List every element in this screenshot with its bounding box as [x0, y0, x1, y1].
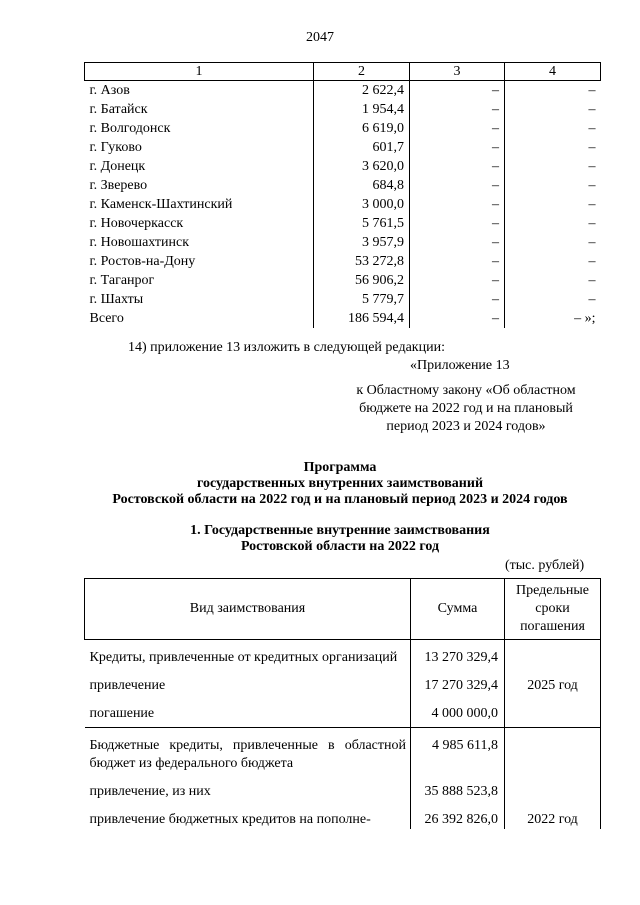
city-name: Всего	[89, 311, 124, 326]
page-number: 2047	[306, 30, 334, 45]
appendix-line: период 2023 и 2024 годов»	[386, 419, 546, 434]
col3-cell: –	[410, 157, 505, 176]
table-row	[85, 100, 601, 119]
table-row	[85, 176, 601, 195]
table-row	[85, 667, 601, 695]
appendix-title: «Приложение 13	[410, 358, 510, 373]
amount-cell: 186 594,4	[314, 309, 410, 328]
section-title	[60, 523, 620, 555]
amount-cell: 2 622,4	[314, 81, 410, 101]
term-cell: 2022 год	[505, 801, 601, 829]
amount-cell: 13 270 329,4	[411, 640, 505, 668]
col3-cell: –	[410, 100, 505, 119]
city-name: г. Каменск-Шахтинский	[89, 197, 233, 212]
appendix-line: к Областному закону «Об областном	[356, 383, 576, 398]
amount-cell: 56 906,2	[314, 271, 410, 290]
amendment-paragraph: 14) приложение 13 изложить в следующей редакции:	[128, 340, 445, 355]
col4-cell: –	[505, 252, 601, 271]
amount-cell: 1 954,4	[314, 100, 410, 119]
table-row	[85, 695, 601, 728]
city-name: г. Ростов-на-Дону	[89, 254, 196, 269]
borrowing-type: Бюджетные кредиты, привлеченные в областной бюджет из федерального бюджета	[85, 728, 411, 774]
col3-cell: –	[410, 81, 505, 101]
borrowing-type: Кредиты, привлеченные от кредитных организаций	[85, 640, 411, 668]
table-row	[85, 773, 601, 801]
table-row	[85, 801, 601, 829]
term-cell	[505, 773, 601, 801]
col4-cell: –	[505, 81, 601, 101]
city-name: г. Шахты	[89, 292, 144, 307]
appendix-subtitle	[332, 382, 600, 436]
section-title-line: 1. Государственные внутренние заимствования	[190, 523, 490, 538]
borrowing-type: привлечение бюджетных кредитов на пополне-	[89, 812, 371, 827]
city-name: г. Азов	[89, 83, 130, 98]
col4-cell: – »;	[505, 309, 601, 328]
table-row	[85, 309, 601, 328]
table-row	[85, 728, 601, 774]
amount-cell: 26 392 826,0	[411, 801, 505, 829]
col4-cell: –	[505, 119, 601, 138]
amount-cell: 4 985 611,8	[411, 728, 505, 774]
column-header-kind: Вид заимствования	[85, 579, 411, 640]
amount-cell: 17 270 329,4	[411, 667, 505, 695]
amount-cell: 3 957,9	[314, 233, 410, 252]
col3-cell: –	[410, 271, 505, 290]
column-header: 3	[410, 63, 505, 81]
col3-cell: –	[410, 252, 505, 271]
col3-cell: –	[410, 119, 505, 138]
col4-cell: –	[505, 100, 601, 119]
program-title-line: государственных внутренних заимствований	[196, 476, 484, 491]
city-name: г. Новочеркасск	[89, 216, 184, 231]
table-row	[85, 214, 601, 233]
col3-cell: –	[410, 138, 505, 157]
amount-cell: 684,8	[314, 176, 410, 195]
amount-cell: 601,7	[314, 138, 410, 157]
col4-cell: –	[505, 271, 601, 290]
column-header-term: Предельные сроки погашения	[505, 579, 601, 640]
borrowings-table	[84, 578, 601, 829]
column-header: 2	[314, 63, 410, 81]
col3-cell: –	[410, 176, 505, 195]
city-name: г. Волгодонск	[89, 121, 171, 136]
city-name: г. Гуково	[89, 140, 142, 155]
col3-cell: –	[410, 214, 505, 233]
table-row	[85, 252, 601, 271]
city-name: г. Донецк	[89, 159, 146, 174]
table-row	[85, 81, 601, 101]
appendix-line: бюджете на 2022 год и на плановый	[359, 401, 573, 416]
city-name: г. Батайск	[89, 102, 148, 117]
table-row	[85, 271, 601, 290]
col3-cell: –	[410, 233, 505, 252]
column-header-sum: Сумма	[411, 579, 505, 640]
column-header: 1	[85, 63, 314, 81]
col4-cell: –	[505, 176, 601, 195]
table-header-row	[85, 63, 601, 81]
table-row	[85, 138, 601, 157]
term-cell	[505, 640, 601, 668]
amount-cell: 4 000 000,0	[411, 695, 505, 728]
table-row	[85, 290, 601, 309]
city-name: г. Новошахтинск	[89, 235, 190, 250]
col4-cell: –	[505, 195, 601, 214]
program-title-line: Программа	[303, 460, 377, 475]
table-row	[85, 233, 601, 252]
col4-cell: –	[505, 290, 601, 309]
col4-cell: –	[505, 233, 601, 252]
table-row	[85, 195, 601, 214]
col3-cell: –	[410, 290, 505, 309]
units-label: (тыс. рублей)	[505, 558, 585, 573]
city-name: г. Зверево	[89, 178, 148, 193]
program-title-line: Ростовской области на 2022 год и на плановый период 2023 и 2024 годов	[112, 492, 568, 507]
col3-cell: –	[410, 195, 505, 214]
col3-cell: –	[410, 309, 505, 328]
borrowing-type: привлечение	[89, 678, 166, 693]
col4-cell: –	[505, 138, 601, 157]
table-row	[85, 640, 601, 668]
amount-cell: 3 000,0	[314, 195, 410, 214]
section-title-line: Ростовской области на 2022 год	[240, 539, 440, 554]
transfers-table	[84, 62, 601, 328]
col4-cell: –	[505, 157, 601, 176]
amount-cell: 5 761,5	[314, 214, 410, 233]
borrowing-type: погашение	[85, 695, 411, 728]
table-header-row	[85, 579, 601, 640]
amount-cell: 35 888 523,8	[411, 773, 505, 801]
amount-cell: 53 272,8	[314, 252, 410, 271]
city-name: г. Таганрог	[89, 273, 155, 288]
term-cell: 2025 год	[505, 667, 601, 695]
term-cell	[505, 728, 601, 774]
col4-cell: –	[505, 214, 601, 233]
borrowing-type: привлечение, из них	[89, 784, 211, 799]
column-header: 4	[505, 63, 601, 81]
term-cell	[505, 695, 601, 728]
amount-cell: 3 620,0	[314, 157, 410, 176]
table-row	[85, 157, 601, 176]
table-row	[85, 119, 601, 138]
program-title	[60, 460, 620, 508]
amount-cell: 6 619,0	[314, 119, 410, 138]
amount-cell: 5 779,7	[314, 290, 410, 309]
